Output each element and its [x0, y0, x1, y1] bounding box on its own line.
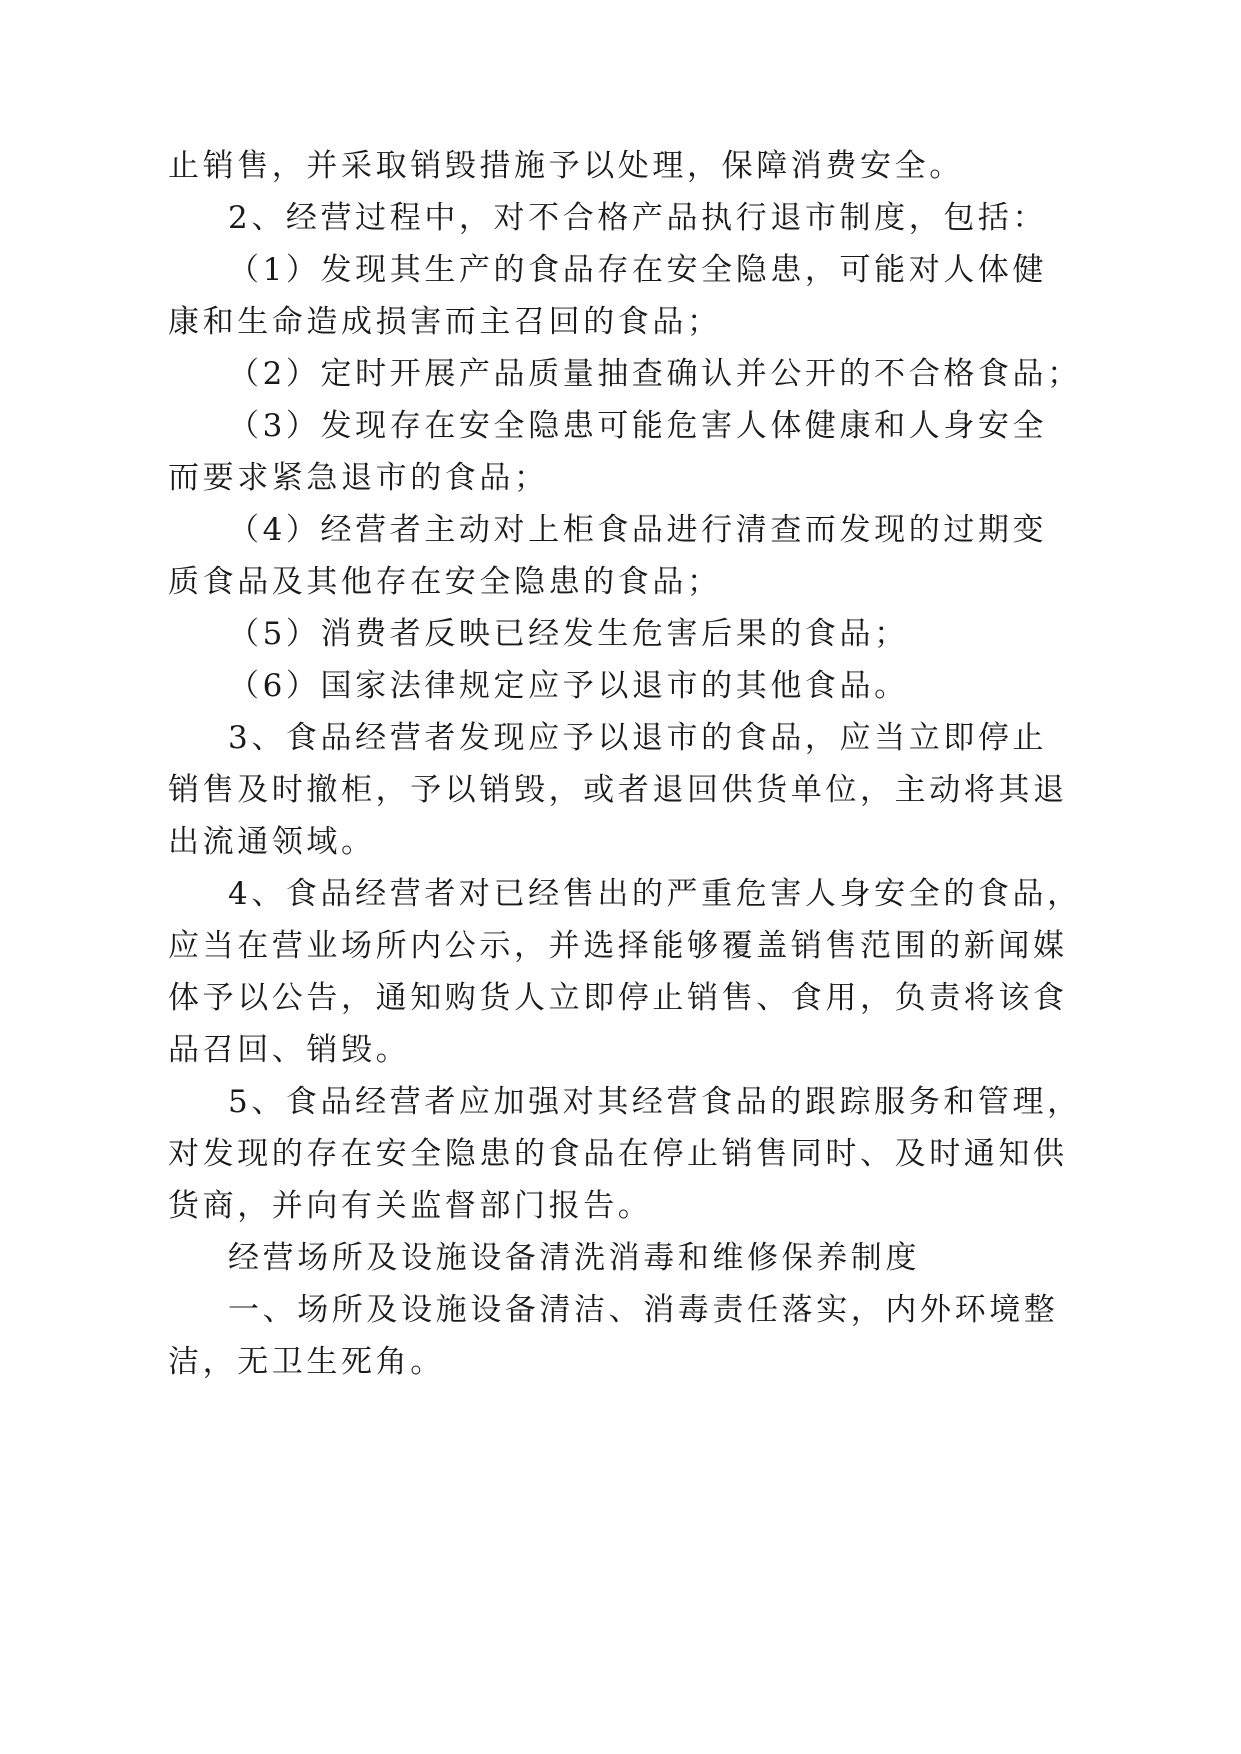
line-text: 而要求紧急退市的食品； [168, 460, 549, 496]
line-text: 2、经营过程中，对不合格产品执行退市制度，包括： [228, 200, 1048, 236]
line-text: （2）定时开展产品质量抽查确认并公开的不合格食品； [228, 356, 1082, 392]
text-line [0, 918, 1241, 974]
text-line [0, 450, 1241, 506]
line-text: 出流通领域。 [168, 824, 376, 860]
line-text: 应当在营业场所内公示，并选择能够覆盖销售范围的新闻媒 [168, 928, 1068, 964]
text-line [0, 1126, 1241, 1182]
line-text: 3、食品经营者发现应予以退市的食品，应当立即停止 [228, 720, 1048, 756]
line-text: （6）国家法律规定应予以退市的其他食品。 [228, 668, 909, 704]
text-line [0, 1178, 1241, 1234]
text-line [0, 346, 1241, 402]
line-text: 5、食品经营者应加强对其经营食品的跟踪服务和管理， [228, 1084, 1082, 1120]
text-line [0, 294, 1241, 350]
text-line [0, 398, 1241, 454]
line-text: 销售及时撤柜，予以销毁，或者退回供货单位，主动将其退 [168, 772, 1068, 808]
line-text: 货商，并向有关监督部门报告。 [168, 1188, 653, 1224]
text-line [0, 814, 1241, 870]
text-line [0, 866, 1241, 922]
text-line [0, 190, 1241, 246]
line-text: 对发现的存在安全隐患的食品在停止销售同时、及时通知供 [168, 1136, 1068, 1172]
text-line [0, 1334, 1241, 1390]
line-text: 洁，无卫生死角。 [168, 1344, 445, 1380]
text-line [0, 1230, 1241, 1286]
text-line [0, 138, 1241, 194]
text-line [0, 762, 1241, 818]
text-line [0, 1022, 1241, 1078]
text-line [0, 1074, 1241, 1130]
line-text: 止销售，并采取销毁措施予以处理，保障消费安全。 [168, 148, 964, 184]
text-line [0, 710, 1241, 766]
line-text: 体予以公告，通知购货人立即停止销售、食用，负责将该食 [168, 980, 1068, 1016]
text-line [0, 554, 1241, 610]
text-line [0, 658, 1241, 714]
line-text: 一、场所及设施设备清洁、消毒责任落实，内外环境整 [228, 1292, 1059, 1328]
section-heading: 经营场所及设施设备清洗消毒和维修保养制度 [228, 1240, 920, 1276]
line-text: 品召回、销毁。 [168, 1032, 411, 1068]
line-text: 康和生命造成损害而主召回的食品； [168, 304, 722, 340]
line-text: 4、食品经营者对已经售出的严重危害人身安全的食品， [228, 876, 1082, 912]
text-line [0, 242, 1241, 298]
text-line [0, 502, 1241, 558]
text-line [0, 970, 1241, 1026]
line-text: 质食品及其他存在安全隐患的食品； [168, 564, 722, 600]
line-text: （5）消费者反映已经发生危害后果的食品； [228, 616, 909, 652]
line-text: （3）发现存在安全隐患可能危害人体健康和人身安全 [228, 408, 1048, 444]
line-text: （1）发现其生产的食品存在安全隐患，可能对人体健 [228, 252, 1048, 288]
line-text: （4）经营者主动对上柜食品进行清查而发现的过期变 [228, 512, 1048, 548]
text-line [0, 606, 1241, 662]
text-line [0, 1282, 1241, 1338]
